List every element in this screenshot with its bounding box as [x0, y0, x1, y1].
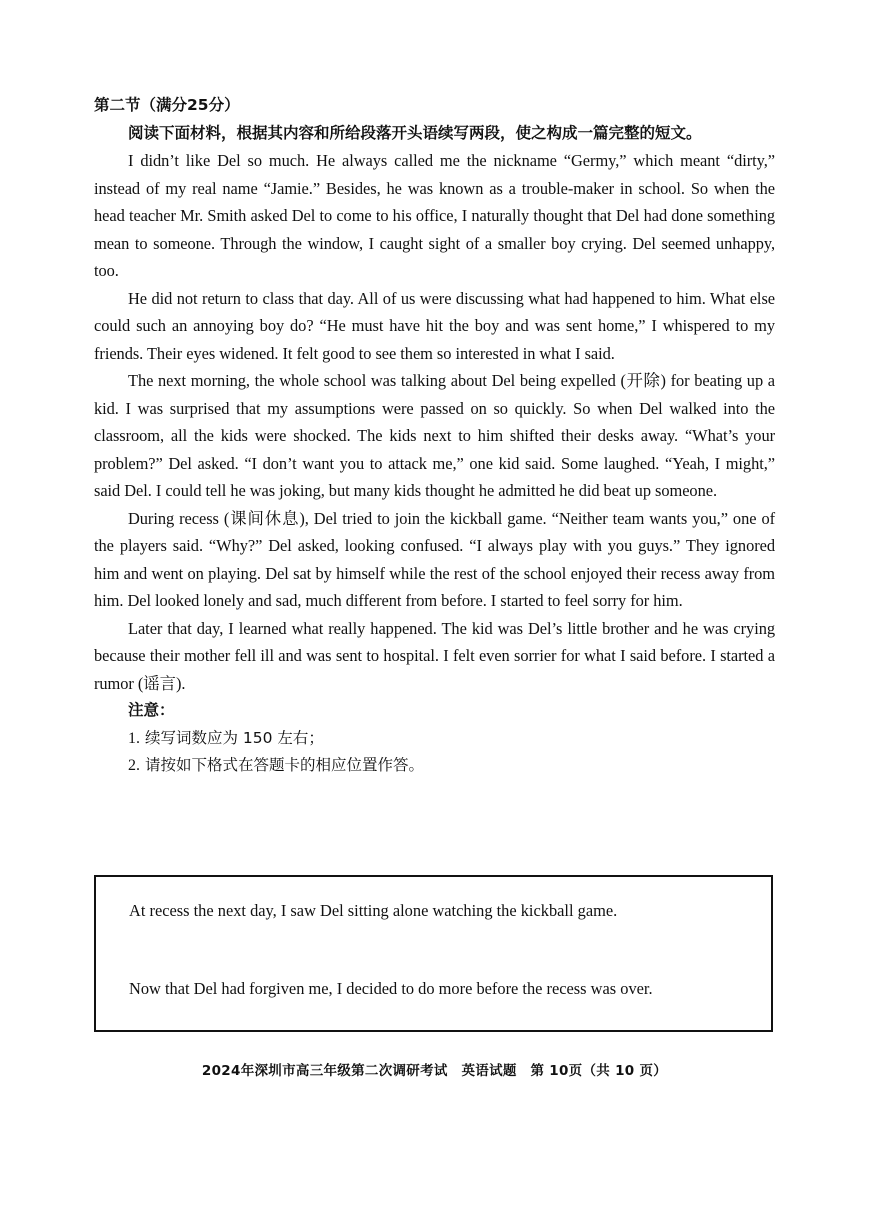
continuation-opening-line-1: At recess the next day, I saw Del sitting alone watching the kickball game. — [129, 901, 618, 920]
note-text: 续写词数应为 150 左右； — [144, 728, 324, 747]
note-item-1 — [94, 725, 775, 753]
passage-paragraph-5: Later that day, I learned what really happened. The kid was Del’s little brother and he was crying because their mother fell ill and was sent to hospital. I felt even sorrier for what I said before. I started a rumor (谣言). — [94, 618, 775, 693]
passage-paragraph-3: The next morning, the whole school was talking about Del being expelled (开除) for beating up a kid. I was surprised that my assumptions were passed on so quickly. So when Del walked into the classroom, all the kids were shocked. The kids next to him shifted their desks away. “What’s your problem?” Del asked. “I don’t want you to attack me,” one kid said. Some laughed. “Yeah, I might,” said Del. I could tell he was joking, but many kids thought he admitted he did beat up someone. — [94, 371, 775, 500]
answer-format-box — [94, 875, 773, 1032]
note-item-2 — [94, 752, 775, 780]
note-number: 2. — [128, 757, 140, 774]
passage-paragraph-1: I didn’t like Del so much. He always called me the nickname “Germy,” which meant “dirty,” instead of my real name “Jamie.” Besides, he was known as a trouble-maker in school. So when the head teacher Mr. Smith asked Del to come to his office, I naturally thought that Del had done something mean to someone. Through the window, I caught sight of a smaller boy crying. Del seemed unhappy, too. — [94, 151, 775, 280]
note-text: 请按如下格式在答题卡的相应位置作答。 — [144, 756, 424, 774]
passage-paragraph-2: He did not return to class that day. All of us were discussing what had happened to him. What else could such an annoying boy do? “He must have hit the boy and was sent home,” I whispered to my friends. Their eyes widened. It felt good to see them so interested in what I said. — [94, 288, 775, 363]
page-footer: 2024年深圳市高三年级第二次调研考试 英语试题 第 10页（共 10 页） — [201, 1063, 668, 1079]
notes-title: 注意： — [128, 701, 175, 719]
section-instruction: 阅读下面材料，根据其内容和所给段落开头语续写两段，使之构成一篇完整的短文。 — [128, 123, 702, 142]
section-title: 第二节（满分25分） — [94, 96, 240, 114]
continuation-opening-line-2: Now that Del had forgiven me, I decided to do more before the recess was over. — [129, 979, 653, 998]
note-number: 1. — [128, 729, 140, 747]
question-content — [94, 92, 775, 780]
passage-paragraph-4: During recess (课间休息), Del tried to join the kickball game. “Neither team wants you,” one of the players said. “Why?” Del asked, looking confused. “I always play with you guys.” They ignored him and went on playing. Del sat by himself while the rest of the school enjoyed their recess away from him. Del looked lonely and sad, much different from before. I started to feel sorry for him. — [94, 508, 775, 610]
